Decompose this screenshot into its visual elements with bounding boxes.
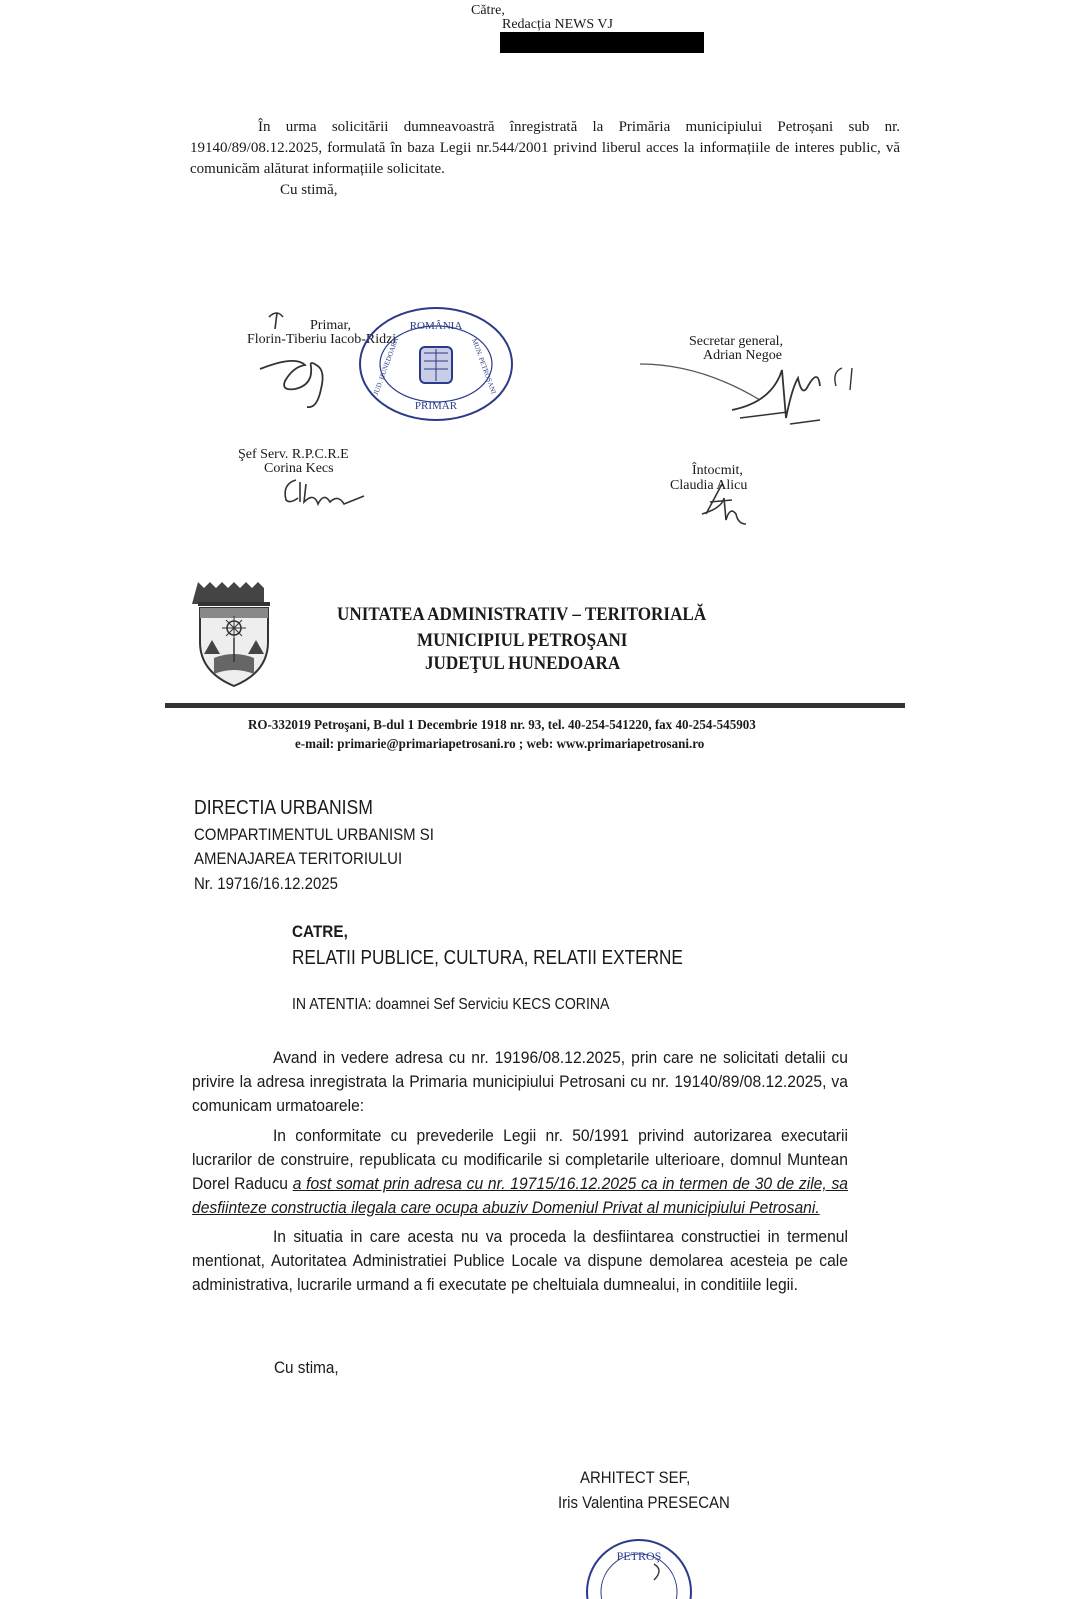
dept-line-1: DIRECTIA URBANISM <box>194 797 373 819</box>
stamp-top-text: ROMÂNIA <box>409 320 463 332</box>
to-department: RELATII PUBLICE, CULTURA, RELATII EXTERNE <box>292 947 683 969</box>
recipient-label: Către, <box>471 3 505 18</box>
stamp-right-text: MUN. PETROŞANI <box>470 337 498 396</box>
drafted-signature-icon <box>692 480 762 530</box>
architect-stamp-icon <box>584 1530 694 1599</box>
closing-2: Cu stima, <box>274 1358 339 1377</box>
letterhead-line-1: UNITATEA ADMINISTRATIV – TERITORIALĂ <box>337 604 707 625</box>
stamp-bottom-text: PRIMAR <box>414 400 458 412</box>
body-paragraph-1-text: Avand in vedere adresa cu nr. 19196/08.12.2025, prin care ne solicitati detalii cu privire la adresa inregistrata la Primaria municipiului Petrosani cu nr. 19140/89/08.12.2025, va comunicam urmatoarele: <box>192 1048 848 1115</box>
letterhead-line-3: JUDEŢUL HUNEDOARA <box>425 653 621 674</box>
body-paragraph-1 <box>192 1046 848 1118</box>
body-paragraph-2 <box>192 1124 848 1220</box>
secretary-name: Adrian Negoe <box>703 348 782 363</box>
redaction-bar <box>500 32 704 53</box>
mayor-stamp-icon <box>358 305 518 423</box>
request-paragraph <box>190 117 900 180</box>
body-paragraph-2-underlined: a fost somat prin adresa cu nr. 19715/16.12.2025 ca in termen de 30 de zile, sa desfiinteze constructia ilegala care ocupa abuziv Domeniul Privat al municipiului Petrosani. <box>192 1174 848 1217</box>
mayor-signature-icon <box>255 305 375 415</box>
chief-name: Corina Kecs <box>264 461 334 476</box>
letterhead-divider <box>165 703 905 708</box>
stamp-left-text: JUD. HUNEDOARA <box>371 336 401 397</box>
body-paragraph-2-start: In conformitate cu prevederile Legii nr. 50/1991 privind autorizarea executarii lucrarilor de construire, republicata cu modificarile si completarile ulterioare, domnul Muntean Dorel Raducu <box>192 1126 848 1193</box>
body-paragraph-3 <box>192 1225 848 1297</box>
chief-signature-icon <box>282 476 372 506</box>
document-number: Nr. 19716/16.12.2025 <box>194 874 338 893</box>
body-paragraph-3-text: In situatia in care acesta nu va proceda la desfiintarea constructiei in termenul mentionat, Autoritatea Administratiei Publice Locale va dispune demolarea acesteia pe cale administrativa, lucrarile urmand a fi executate pe cheltuiala dumnealui, in conditiile legii. <box>192 1227 848 1294</box>
attention-line: IN ATENTIA: doamnei Sef Serviciu KECS CORINA <box>292 996 610 1013</box>
drafted-name: Claudia Alicu <box>670 478 748 493</box>
secretary-signature-icon <box>640 360 880 435</box>
architect-name: Iris Valentina PRESECAN <box>558 1493 730 1512</box>
mayor-title: Primar, <box>310 318 352 333</box>
letterhead-line-2: MUNICIPIUL PETROŞANI <box>417 630 628 651</box>
letterhead-address: RO-332019 Petroşani, B-dul 1 Decembrie 1918 nr. 93, tel. 40-254-541220, fax 40-254-545903 <box>248 718 756 733</box>
drafted-title: Întocmit, <box>692 463 743 478</box>
architect-stamp-text: PETROŞ <box>616 1549 662 1563</box>
coat-of-arms-icon <box>192 578 274 690</box>
chief-title: Şef Serv. R.P.C.R.E <box>238 447 349 462</box>
request-paragraph-text: În urma solicitării dumneavoastră înregistrată la Primăria municipiului Petroșani sub nr. 19140/89/08.12.2025, formulată în baza Legii nr.544/2001 privind liberul acces la informațiile de interes public, vă comunicăm alăturat informațiile solicitate. <box>190 119 900 177</box>
secretary-title: Secretar general, <box>689 334 784 349</box>
to-label: CATRE, <box>292 922 348 941</box>
recipient-name: Redacția NEWS VJ <box>502 17 613 32</box>
dept-line-3: AMENAJAREA TERITORIULUI <box>194 849 403 868</box>
architect-title: ARHITECT SEF, <box>580 1468 691 1487</box>
letterhead-contact: e-mail: primarie@primariapetrosani.ro ; web: www.primariapetrosani.ro <box>295 737 705 752</box>
dept-line-2: COMPARTIMENTUL URBANISM SI <box>194 825 434 844</box>
closing-1: Cu stimă, <box>280 182 338 198</box>
mayor-name: Florin-Tiberiu Iacob-Ridzi <box>247 332 397 347</box>
